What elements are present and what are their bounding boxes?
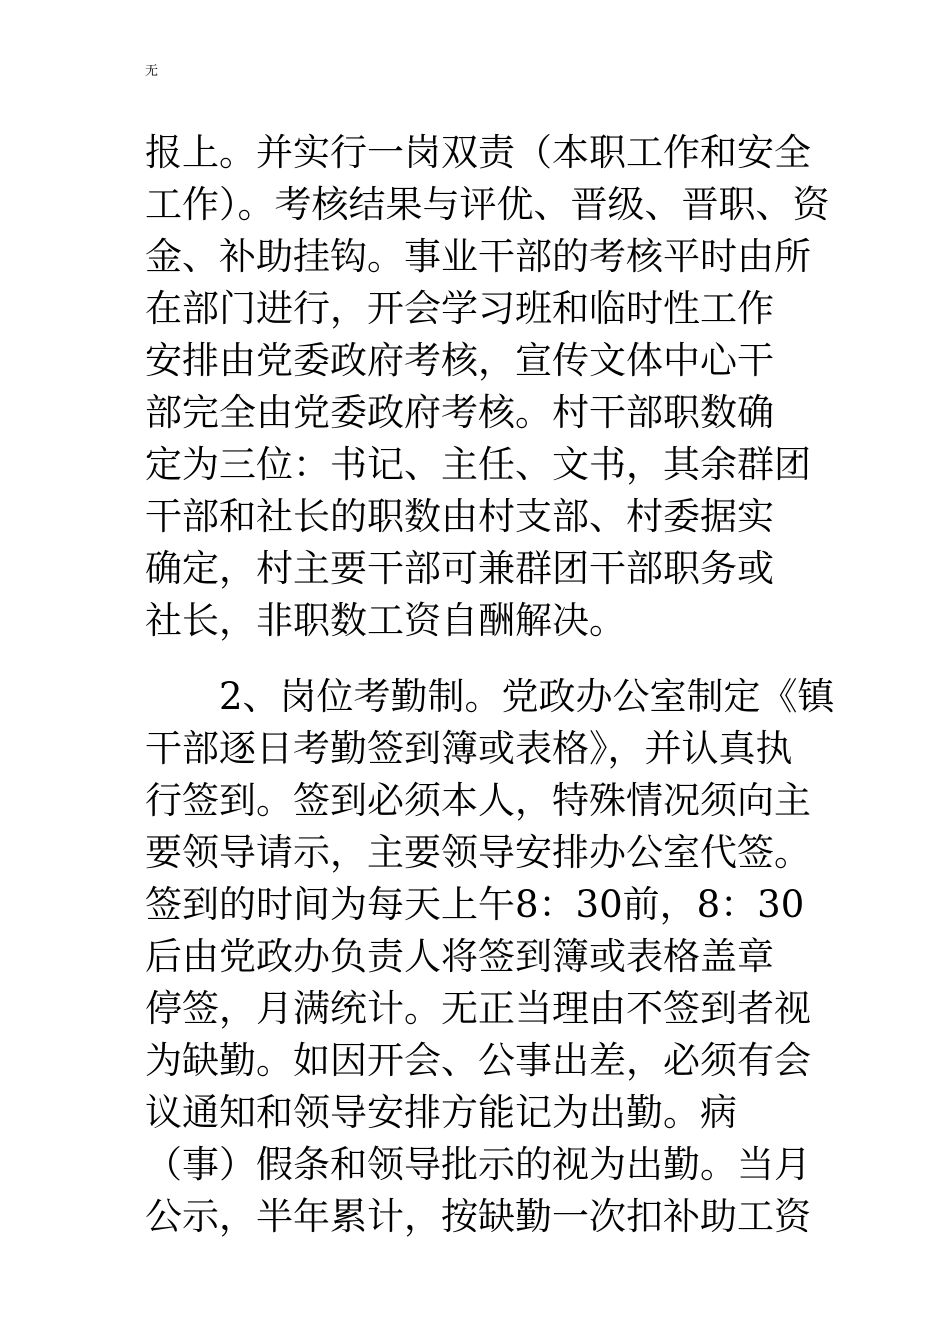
text-line: 定为三位：书记、主任、文书，其余群团 xyxy=(145,443,811,486)
text-line: 2、岗位考勤制。党政办公室制定《镇 xyxy=(219,675,835,718)
text-line: 行签到。签到必须本人，特殊情况须向主 xyxy=(145,779,811,822)
paragraph-1 xyxy=(145,127,830,647)
page-header: 无 xyxy=(145,64,159,79)
text-line: 停签，月满统计。无正当理由不签到者视 xyxy=(145,987,811,1030)
text-line: 干部和社长的职数由村支部、村委据实 xyxy=(145,495,774,538)
text-line: 社长，非职数工资自酬解决。 xyxy=(145,599,626,642)
text-line: 在部门进行，开会学习班和临时性工作 xyxy=(145,287,774,330)
text-line: 安排由党委政府考核，宣传文体中心干 xyxy=(145,339,774,382)
text-line: 公示，半年累计，按缺勤一次扣补助工资 xyxy=(145,1195,811,1238)
paragraph-2 xyxy=(145,671,835,1243)
text-line: 签到的时间为每天上午8：30前，8：30 xyxy=(145,883,805,926)
text-line: 为缺勤。如因开会、公事出差，必须有会 xyxy=(145,1039,811,1082)
text-line: 后由党政办负责人将签到簿或表格盖章 xyxy=(145,935,774,978)
text-line: 报上。并实行一岗双责（本职工作和安全 xyxy=(145,131,811,174)
text-line: 干部逐日考勤签到簿或表格》，并认真执 xyxy=(145,727,793,770)
text-line: 议通知和领导安排方能记为出勤。病 xyxy=(145,1091,737,1134)
text-line: 确定，村主要干部可兼群团干部职务或 xyxy=(145,547,774,590)
text-line: 部完全由党委政府考核。村干部职数确 xyxy=(145,391,774,434)
text-line: 要领导请示，主要领导安排办公室代签。 xyxy=(145,831,811,874)
text-line: 金、补助挂钩。事业干部的考核平时由所 xyxy=(145,235,811,278)
text-line: （事）假条和领导批示的视为出勤。当月 xyxy=(145,1143,811,1186)
text-line: 工作）。考核结果与评优、晋级、晋职、资 xyxy=(145,183,830,226)
